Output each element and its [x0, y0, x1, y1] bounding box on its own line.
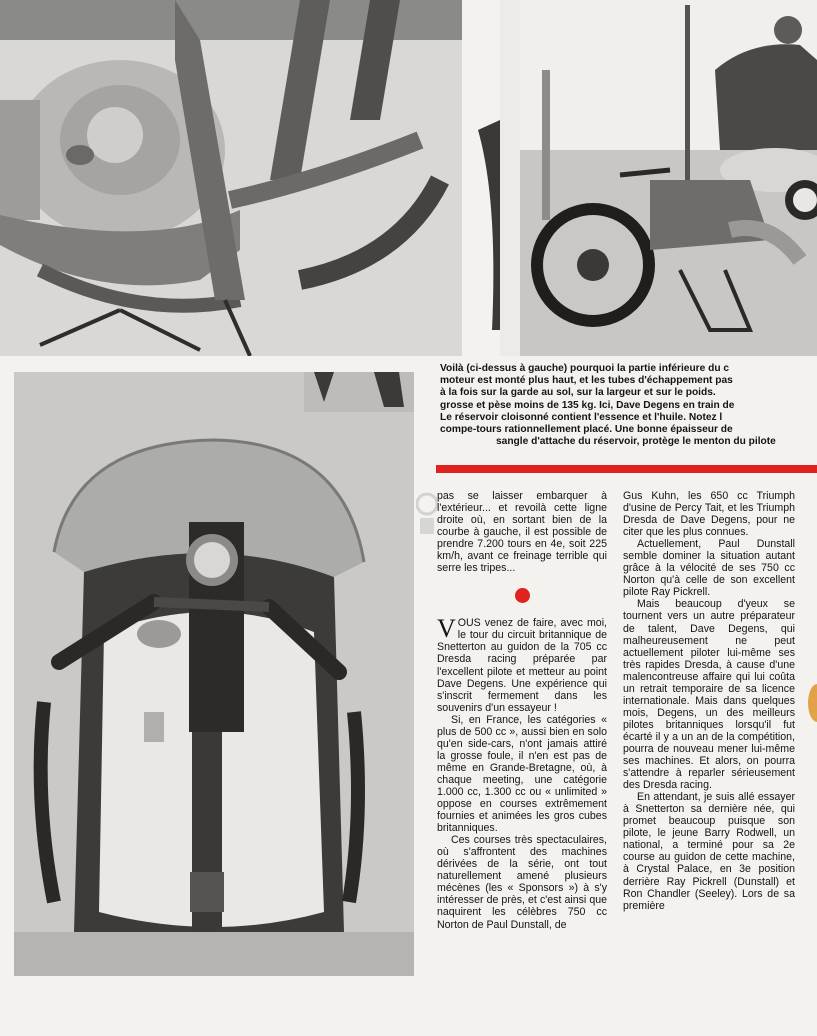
article-paragraph: Ces courses très spectaculaires, où s'affrontent des machines dérivées de la série, ont tout naturellement amené plusieurs mécènes (les « Sponsors ») à s'y intéresser de près, et c'est ainsi que naquirent les célèbres 750 cc Norton de Paul Dunstall, de: [437, 834, 607, 931]
lead-text: OUS venez de faire, avec moi, le tour du circuit britannique de Snetterton au guidon de la 705 cc Dresda racing préparée par l'excellent pilote et metteur au point Dave Degens. Une expérience qui s'inscrit fermement dans les souvenirs d'un essayeur !: [437, 617, 607, 714]
drop-cap: V: [437, 614, 456, 644]
watermark-logo: [416, 488, 438, 538]
article-paragraph: En attendant, je suis allé essayer à Snetterton sa dernière née, qui promet beaucoup puisque son pilote, le jeune Barry Rodwell, un national, a terminé pour sa 2e course au guidon de cette machine, à Crystal Palace, en 3e position derrière Ray Pickrell (Dunstall) et Ron Chandler (Seeley). Lors de sa première: [623, 791, 795, 912]
caption-line: grosse et pèse moins de 135 kg. Ici, Dave Degens en train de: [440, 399, 735, 411]
caption-line: Le réservoir cloisonné contient l'essence et l'huile. Notez l: [440, 411, 723, 423]
caption-line: sangle d'attache du réservoir, protège le menton du pilote: [496, 436, 776, 448]
caption-line: à la fois sur la garde au sol, sur la largeur et sur le poids.: [440, 387, 716, 399]
red-divider-rule: [436, 465, 817, 473]
caption-line: Voilà (ci-dessus à gauche) pourquoi la partie inférieure du c: [440, 363, 730, 374]
article-paragraph: Si, en France, les catégories « plus de 500 cc », aussi bien en solo qu'en side-cars, n'ont jamais attiré la grosse foule, il n'en est pas de même en Grande-Bretagne, où, à chaque meeting, une catégorie 1.000 cc, 1.300 cc ou « unlimited » oppose en courses extrêmement fournies et animées les gros cubes britanniques.: [437, 713, 607, 835]
section-bullet-icon: [515, 588, 530, 603]
photo-caption: [440, 363, 817, 448]
article-paragraph: Gus Kuhn, les 650 cc Triumph d'usine de Percy Tait, et les Triumph Dresda de Dave Degens, pour ne citer que les plus connues.: [623, 490, 795, 539]
photo-engine-closeup: [0, 0, 462, 356]
article-paragraph: pas se laisser embarquer à l'extérieur... et revoilà cette ligne droite où, en sortant bien de la courbe à gauche, il est possible de prendre 7.200 tours en 4e, soit 225 km/h, avant ce freinage terrible qui serre les tripes...: [437, 490, 607, 575]
article-column-1: [437, 490, 607, 931]
article-column-2: [623, 490, 795, 912]
photo-tank-handlebars: [14, 372, 414, 976]
edge-decoration: [808, 684, 817, 722]
article-paragraph: Mais beaucoup d'yeux se tournent vers un autre préparateur de talent, Dave Degens, qui malheureusement ne peut actuellement piloter lui-même ses très rapides Dresda, à cause d'une malencontreuse affaire qui lui coûta un retrait temporaire de sa licence internationale. Mais dans quelques mois, Degens, un des meilleurs pilotes britanniques lorsqu'il fut écarté il y a un an de la compétition, pourra de nouveau mener lui-même ses machines. Et alors, on pourra s'attendre à reparler sérieusement des Dresda racing.: [623, 598, 795, 792]
caption-line: moteur est monté plus haut, et les tubes d'échappement pas: [440, 375, 733, 387]
photo-rider-with-motorcycle: [470, 0, 817, 356]
article-lead-paragraph: [437, 614, 607, 714]
article-paragraph: Actuellement, Paul Dunstall semble dominer la situation autant grâce à la vélocité de ses 750 cc Norton qu'à celle de son excellent pilote Ray Pickrell.: [623, 538, 795, 599]
caption-line: compe-tours rationnellement placé. Une bonne épaisseur de: [440, 424, 733, 436]
